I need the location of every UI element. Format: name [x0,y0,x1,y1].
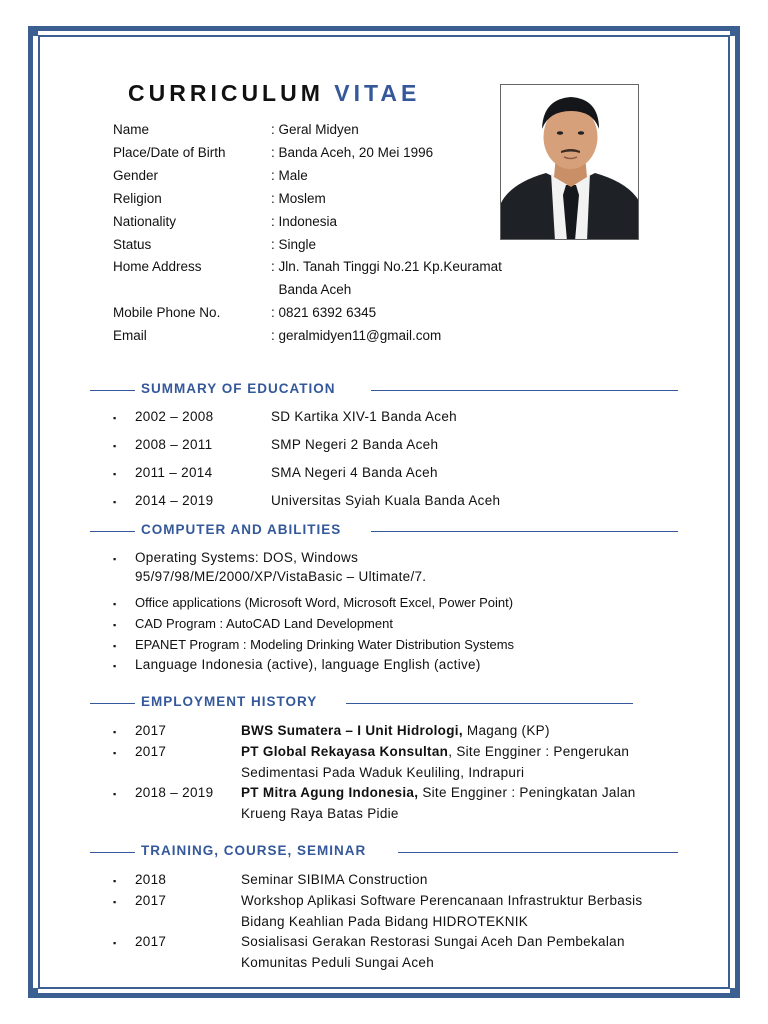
info-label: Place/Date of Birth [113,145,226,160]
cv-title [128,80,420,107]
job-role: , Site Engginer : Pengerukan [448,744,630,759]
training-year: 2017 [135,934,167,949]
header-rule [90,390,135,391]
info-label: Status [113,237,152,252]
bullet-icon: ▪ [113,727,117,737]
info-value: : 0821 6392 6345 [271,305,377,320]
info-value: : Moslem [271,191,326,206]
header-rule [90,531,135,532]
cv-title-part1: CURRICULUM [128,80,324,106]
info-value: : geralmidyen11@gmail.com [271,328,442,343]
job-company: PT Mitra Agung Indonesia, [241,785,419,800]
info-label: Home Address [113,259,202,274]
info-label: Nationality [113,214,177,229]
training-year: 2018 [135,872,167,887]
section-header-computer [90,522,678,542]
job-year: 2017 [135,744,167,759]
job-detail: Krueng Raya Batas Pidie [241,806,399,821]
bullet-icon: ▪ [113,497,117,507]
edu-school: SMP Negeri 2 Banda Aceh [271,437,439,452]
skill-item: Operating Systems: DOS, Windows [135,550,359,565]
info-value: : Jln. Tanah Tinggi No.21 Kp.Keuramat [271,259,502,274]
bullet-icon: ▪ [113,748,117,758]
info-value: : Indonesia [271,214,338,229]
bullet-icon: ▪ [113,469,117,479]
bullet-icon: ▪ [113,876,117,886]
info-value: : Geral Midyen [271,122,359,137]
training-title-cont: Komunitas Peduli Sungai Aceh [241,955,435,970]
skill-item: Office applications (Microsoft Word, Microsoft Excel, Power Point) [135,595,514,610]
training-title-cont: Bidang Keahlian Pada Bidang HIDROTEKNIK [241,914,529,929]
header-rule [90,703,135,704]
section-header-training [90,843,678,863]
profile-photo-illustration [501,85,639,240]
edu-years: 2014 – 2019 [135,493,214,508]
job-company: PT Global Rekayasa Konsultan [241,744,449,759]
job-entry [241,744,629,759]
training-title: Workshop Aplikasi Software Perencanaan Infrastruktur Berbasis [241,893,643,908]
bullet-icon: ▪ [113,938,117,948]
skill-item: EPANET Program : Modeling Drinking Water Distribution Systems [135,637,515,652]
frame-corner [730,26,740,36]
job-company: BWS Sumatera – I Unit Hidrologi, [241,723,463,738]
bullet-icon: ▪ [113,661,117,671]
skill-item: CAD Program : AutoCAD Land Development [135,616,393,631]
header-rule [371,531,678,532]
header-rule [346,703,633,704]
bullet-icon: ▪ [113,441,117,451]
section-header-employment [90,694,633,714]
cv-title-part2: VITAE [334,80,421,106]
bullet-icon: ▪ [113,641,117,651]
training-title: Sosialisasi Gerakan Restorasi Sungai Aceh Dan Pembekalan [241,934,625,949]
info-label: Name [113,122,150,137]
job-role: Site Engginer : Peningkatan Jalan [418,785,636,800]
info-value: : Single [271,237,317,252]
edu-school: SD Kartika XIV-1 Banda Aceh [271,409,457,424]
job-entry [241,723,550,738]
skill-item: Language Indonesia (active), language English (active) [135,657,481,672]
training-title: Seminar SIBIMA Construction [241,872,428,887]
frame-corner [28,26,38,36]
header-rule [371,390,678,391]
bullet-icon: ▪ [113,620,117,630]
info-value: : Banda Aceh, 20 Mei 1996 [271,145,434,160]
bullet-icon: ▪ [113,413,117,423]
profile-photo [500,84,639,240]
job-role: Magang (KP) [462,723,550,738]
info-value: Banda Aceh [271,282,352,297]
job-year: 2018 – 2019 [135,785,214,800]
edu-school: Universitas Syiah Kuala Banda Aceh [271,493,501,508]
job-year: 2017 [135,723,167,738]
header-rule [398,852,678,853]
info-label: Email [113,328,147,343]
edu-years: 2011 – 2014 [135,465,213,480]
info-value: : Male [271,168,308,183]
edu-years: 2002 – 2008 [135,409,214,424]
section-title: TRAINING, COURSE, SEMINAR [141,843,367,858]
frame-corner [28,988,38,998]
edu-years: 2008 – 2011 [135,437,213,452]
section-title: COMPUTER AND ABILITIES [141,522,342,537]
info-label: Religion [113,191,162,206]
bullet-icon: ▪ [113,554,117,564]
training-year: 2017 [135,893,167,908]
section-title: EMPLOYMENT HISTORY [141,694,318,709]
frame-corner [730,988,740,998]
bullet-icon: ▪ [113,599,117,609]
bullet-icon: ▪ [113,897,117,907]
job-entry [241,785,636,800]
job-detail: Sedimentasi Pada Waduk Keuliling, Indrapuri [241,765,525,780]
bullet-icon: ▪ [113,789,117,799]
header-rule [90,852,135,853]
info-label: Mobile Phone No. [113,305,221,320]
skill-item-cont: 95/97/98/ME/2000/XP/VistaBasic – Ultimate/7. [135,569,427,584]
section-header-education [90,381,678,401]
info-label: Gender [113,168,159,183]
edu-school: SMA Negeri 4 Banda Aceh [271,465,438,480]
section-title: SUMMARY OF EDUCATION [141,381,336,396]
